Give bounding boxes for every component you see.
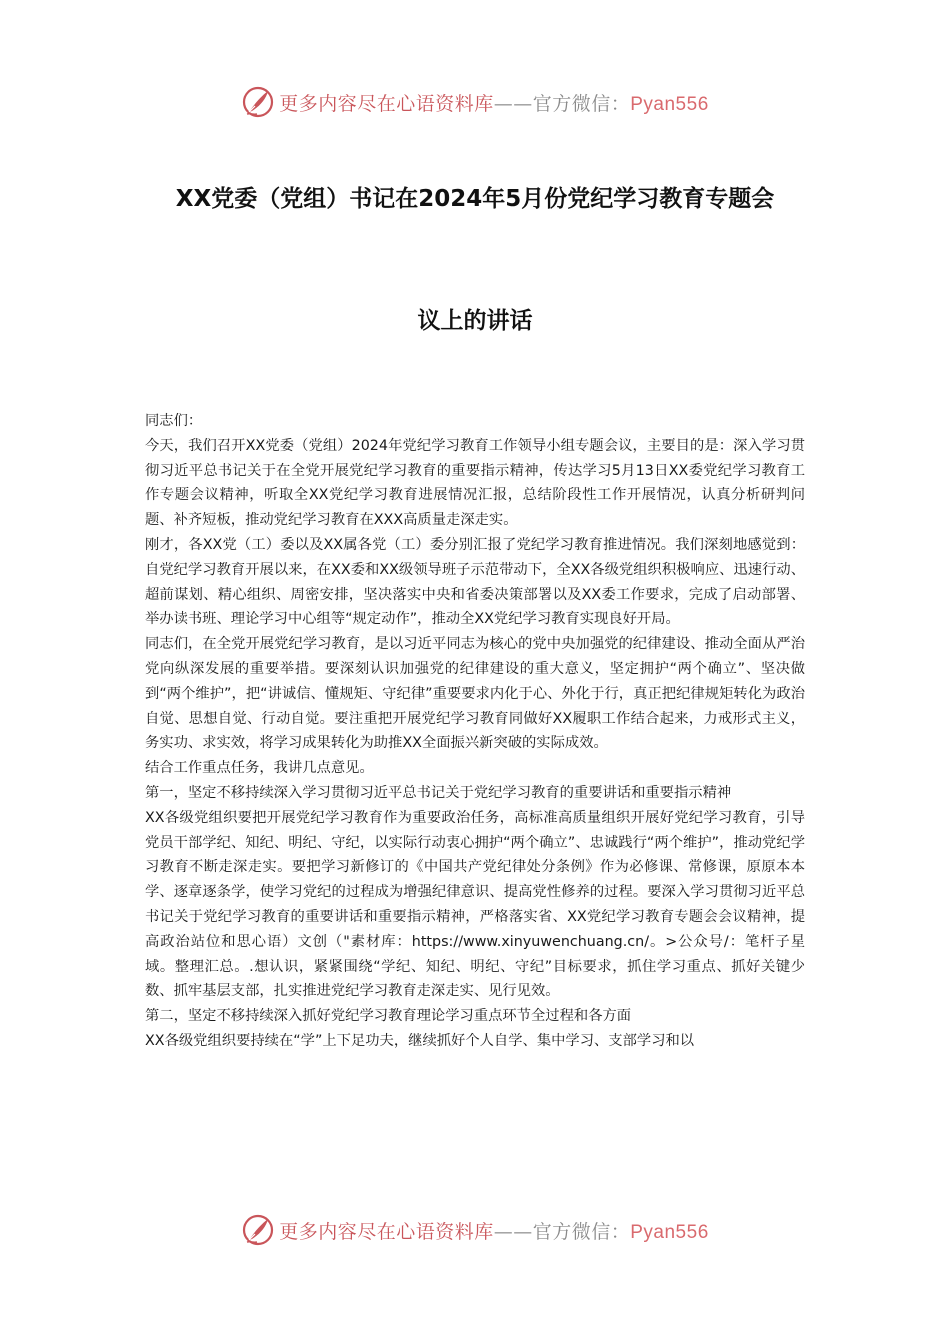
footer-watermark-banner — [0, 1210, 950, 1250]
document-body — [145, 409, 805, 1054]
section-heading: 第一，坚定不移持续深入学习贯彻习近平总书记关于党纪学习教育的重要讲话和重要指示精神 — [145, 784, 732, 801]
quill-pen-logo-icon — [241, 85, 275, 119]
paragraph: XX各级党组织要持续在“学”上下足功夫，继续抓好个人自学、集中学习、支部学习和以 — [145, 1032, 695, 1049]
banner-wechat-id: Pyan556 — [630, 1221, 709, 1243]
paragraph: XX各级党组织要把开展党纪学习教育作为重要政治任务，高标准高质量组织开展好党纪学习教育，引导党员干部学纪、知纪、明纪、守纪，以实际行动衷心拥护“两个确立”、忠诚践行“两个维护”，推动党纪学习教育不断走深走实。要把学习新修订的《中国共产党纪律处分条例》作为必修课、常修课，原原本本学、逐章逐条学，使学习党纪的过程成为增强纪律意识、提高党性修养的过程。要深入学习贯彻习近平总书记关于党纪学习教育的重要讲话和重要指示精神，严格落实省、XX党纪学习教育专题会会议精神，提高政治站位和思心语）文创（"素材库：https://www.xinyuwenchuang.cn/。>公众号/：笔杆子星域。整理汇总。.想认识，紧紧围绕“学纪、知纪、明纪、守纪”目标要求，抓住学习重点、抓好关键少数、抓牢基层支部，扎实推进党纪学习教育走深走实、见行见效。 — [145, 809, 805, 1000]
document-title-line-2: 议上的讲话 — [417, 308, 533, 334]
banner-label: 官方微信： — [532, 1220, 631, 1243]
banner-text — [279, 89, 709, 116]
banner-main-text: 更多内容尽在心语资料库 — [279, 92, 494, 115]
header-watermark-banner — [0, 82, 950, 122]
document-title-line-1: XX党委（党组）书记在2024年5月份党纪学习教育专题会 — [175, 186, 775, 212]
banner-text — [279, 1217, 709, 1244]
paragraph: 结合工作重点任务，我讲几点意见。 — [145, 760, 374, 777]
salutation: 同志们： — [145, 413, 203, 429]
paragraph: 同志们，在全党开展党纪学习教育，是以习近平同志为核心的党中央加强党的纪律建设、推动全面从严治党向纵深发展的重要举措。要深刻认识加强党的纪律建设的重大意义，坚定拥护“两个确立”、坚决做到“两个维护”，把“讲诚信、懂规矩、守纪律”重要要求内化于心、外化于行，真正把纪律规矩转化为政治自觉、思想自觉、行动自觉。要注重把开展党纪学习教育同做好XX履职工作结合起来，力戒形式主义，务实功、求实效，将学习成果转化为助推XX全面振兴新突破的实际成效。 — [145, 636, 805, 752]
section-heading: 第二，坚定不移持续深入抓好党纪学习教育理论学习重点环节全过程和各方面 — [145, 1008, 632, 1025]
paragraph: 刚才，各XX党（工）委以及XX属各党（工）委分别汇报了党纪学习教育推进情况。我们深刻地感觉到：自党纪学习教育开展以来，在XX委和XX级领导班子示范带动下，全XX各级党组织积极响应、迅速行动、超前谋划、精心组织、周密安排，坚决落实中央和省委决策部署以及XX委工作要求，完成了启动部署、举办读书班、理论学习中心组等“规定动作”，推动全XX党纪学习教育实现良好开局。 — [145, 536, 805, 628]
banner-label: 官方微信： — [532, 92, 631, 115]
quill-pen-logo-icon — [241, 1213, 275, 1247]
banner-wechat-id: Pyan556 — [630, 93, 709, 115]
banner-dash: —— — [493, 1220, 533, 1243]
paragraph: 今天，我们召开XX党委（党组）2024年党纪学习教育工作领导小组专题会议，主要目的是：深入学习贯彻习近平总书记关于在全党开展党纪学习教育的重要指示精神，传达学习5月13日XX委党纪学习教育工作专题会议精神，听取全XX党纪学习教育进展情况汇报，总结阶段性工作开展情况，认真分析研判问题、补齐短板，推动党纪学习教育在XXX高质量走深走实。 — [145, 437, 805, 529]
banner-main-text: 更多内容尽在心语资料库 — [279, 1220, 494, 1243]
banner-dash: —— — [493, 92, 533, 115]
